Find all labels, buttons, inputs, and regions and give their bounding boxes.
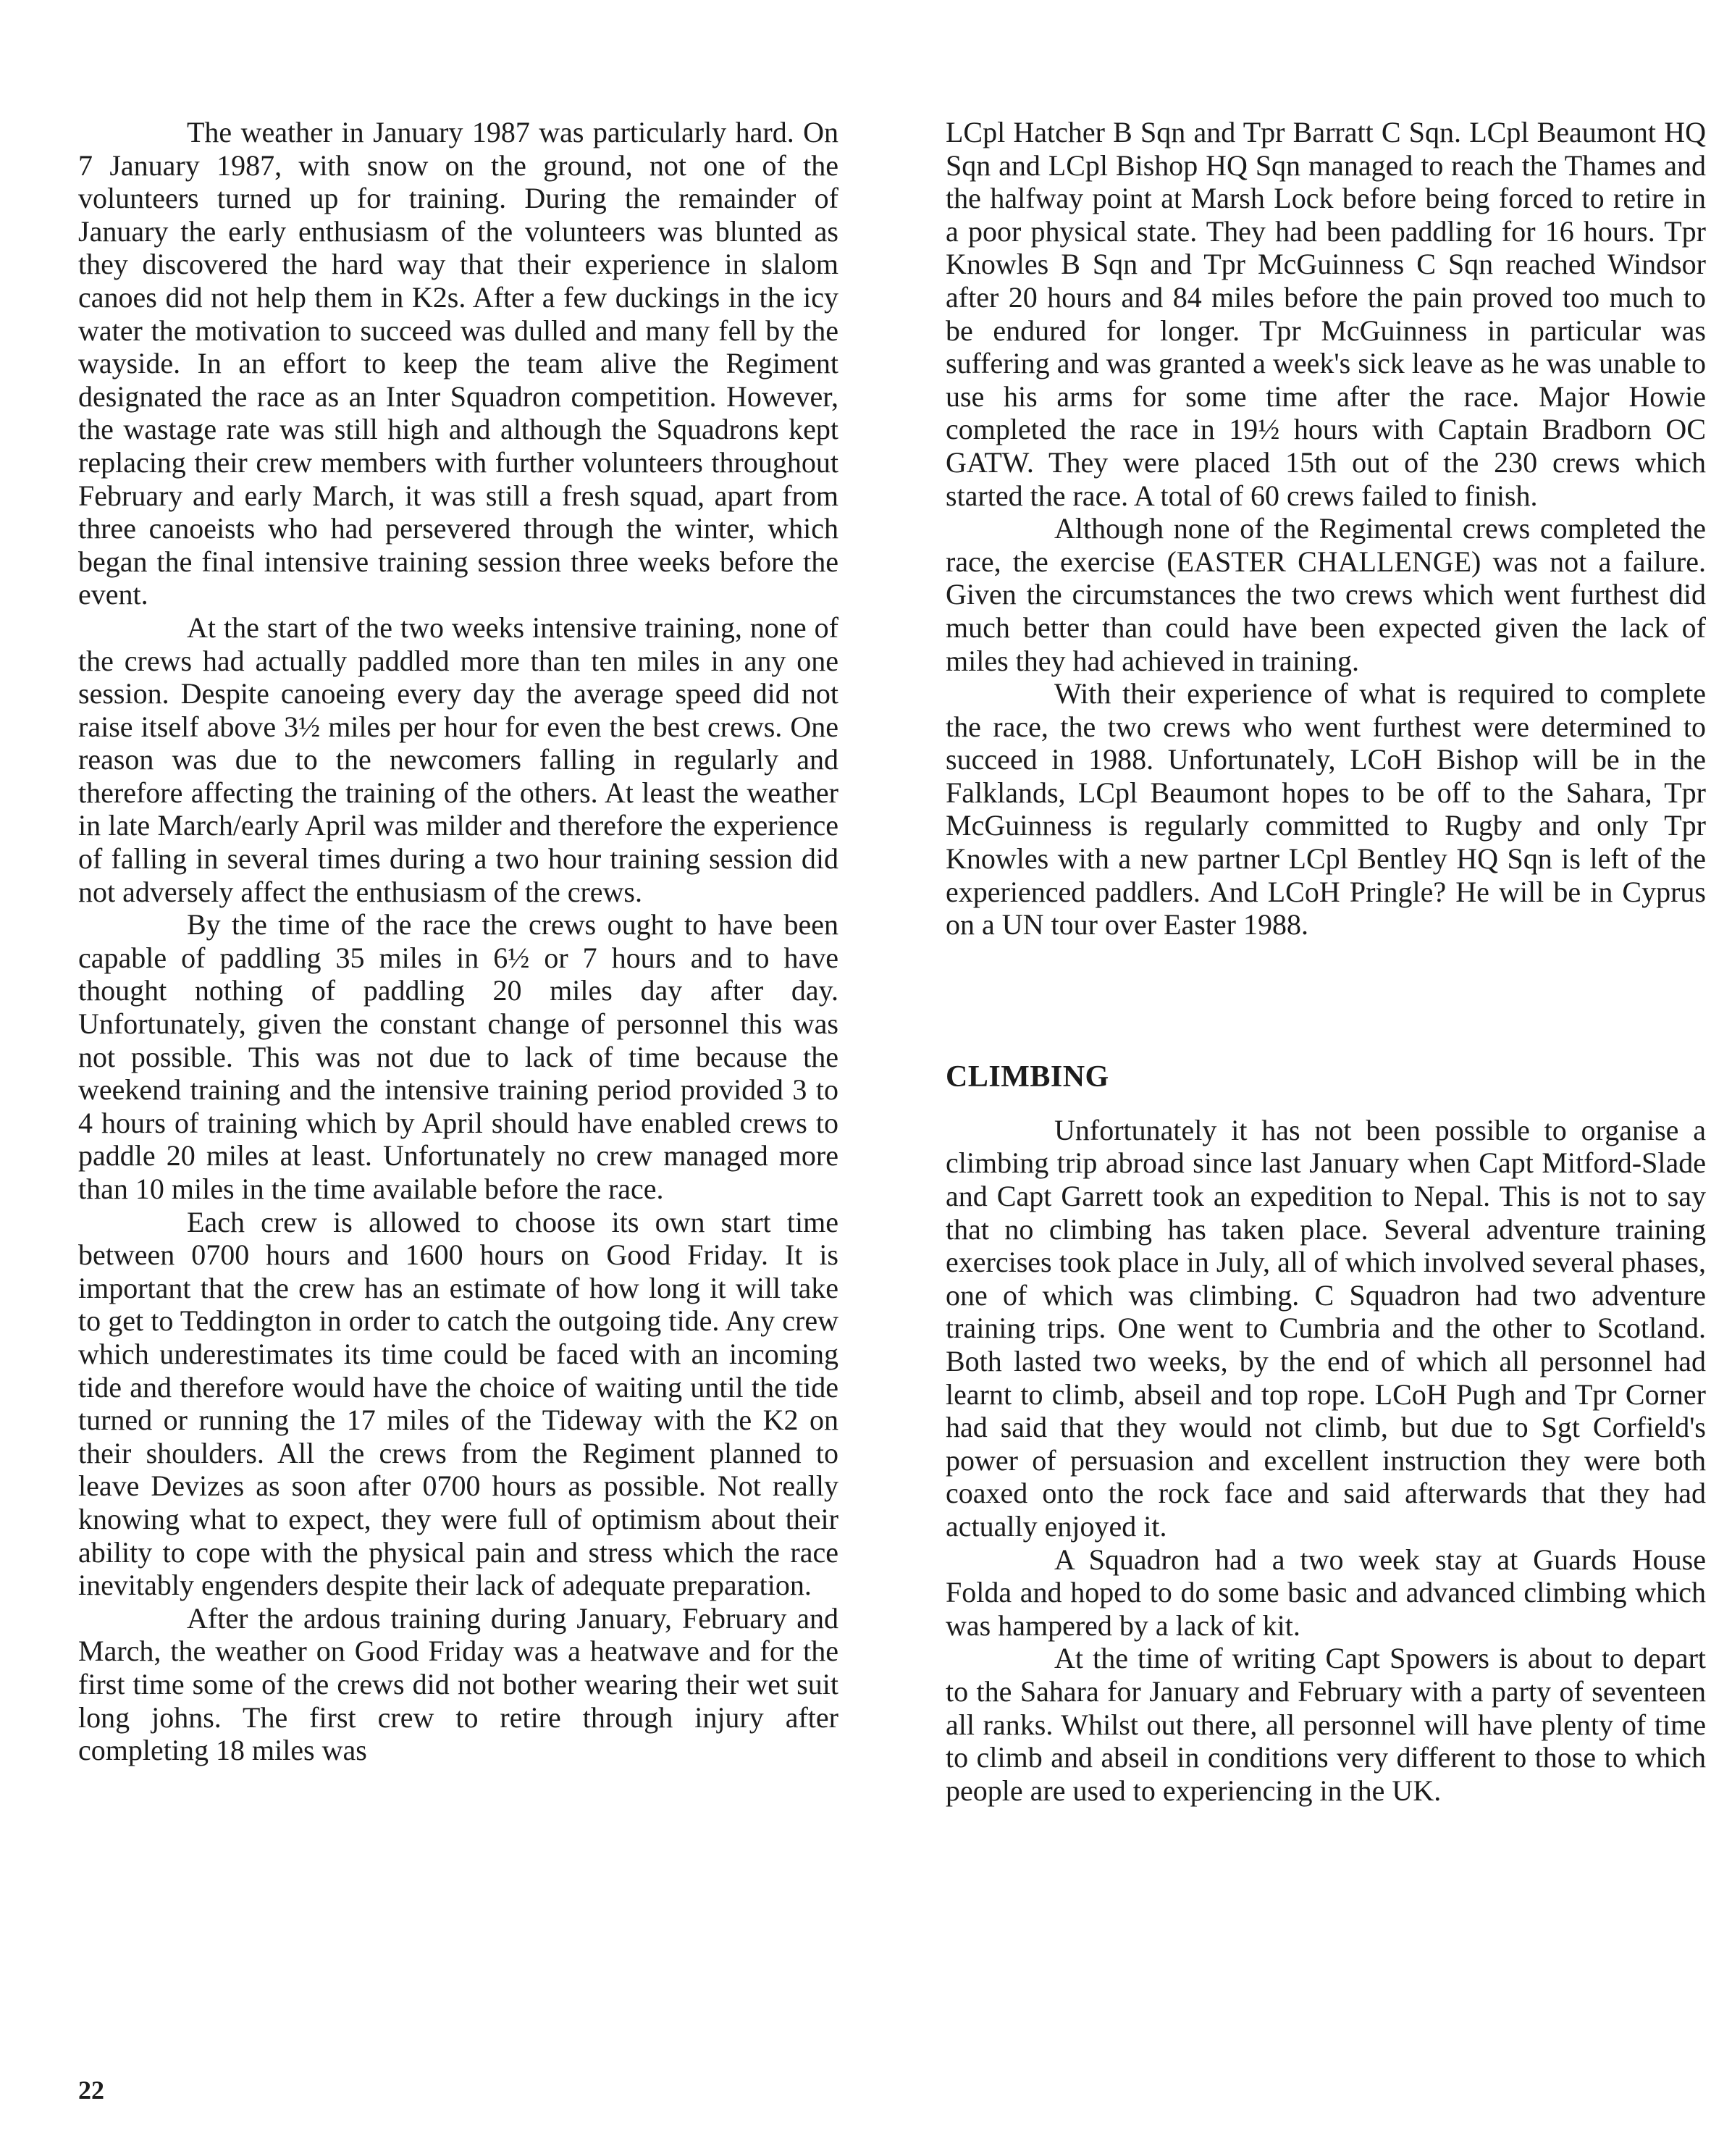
right-column [946,116,1706,1807]
body-paragraph: By the time of the race the crews ought to have been capable of paddling 35 miles in 6½ or 7 hours and to have thought nothing of paddling 20 miles day after day. Unfortunately, given the constant change of personnel this was not possible. This was not due to lack of time because the weekend training and the intensive training period provided 3 to 4 hours of training which by April should have enabled crews to paddle 20 miles at least. Unfortunately no crew managed more than 10 miles in the time available before the race. [78,908,838,1205]
body-paragraph: A Squadron had a two week stay at Guards House Folda and hoped to do some basic and advanced climbing which was hampered by a lack of kit. [946,1543,1706,1642]
body-paragraph: With their experience of what is required to complete the race, the two crews who went furthest were determined to succeed in 1988. Unfortunately, LCoH Bishop will be in the Falklands, LCpl Beaumont hopes to be off to the Sahara, Tpr McGuinness is regularly committed to Rugby and only Tpr Knowles with a new partner LCpl Bentley HQ Sqn is left of the experienced paddlers. And LCoH Pringle? He will be in Cyprus on a UN tour over Easter 1988. [946,677,1706,941]
body-paragraph-continued: LCpl Hatcher B Sqn and Tpr Barratt C Sqn. LCpl Beaumont HQ Sqn and LCpl Bishop HQ Sqn managed to reach the Thames and the halfway point at Marsh Lock before being forced to retire in a poor physical state. They had been paddling for 16 hours. Tpr Knowles B Sqn and Tpr McGuinness C Sqn reached Windsor after 20 hours and 84 miles before the pain proved too much to be endured for longer. Tpr McGuinness in particular was suffering and was granted a week's sick leave as he was unable to use his arms for some time after the race. Major Howie completed the race in 19½ hours with Captain Bradborn OC GATW. They were placed 15th out of the 230 crews which started the race. A total of 60 crews failed to finish. [946,116,1706,512]
body-paragraph: After the ardous training during January, February and March, the weather on Good Friday was a heatwave and for the first time some of the crews did not bother wearing their wet suit long johns. The first crew to retire through injury after completing 18 miles was [78,1601,838,1767]
body-paragraph: At the start of the two weeks intensive training, none of the crews had actually paddled more than ten miles in any one session. Despite canoeing every day the average speed did not raise itself above 3½ miles per hour for even the best crews. One reason was due to the newcomers falling in regularly and therefore affecting the training of the others. At least the weather in late March/early April was milder and therefore the experience of falling in several times during a two hour training session did not adversely affect the enthusiasm of the crews. [78,611,838,908]
section-heading-climbing: CLIMBING [946,1060,1109,1094]
body-paragraph: Unfortunately it has not been possible to organise a climbing trip abroad since last January when Capt Mitford-Slade and Capt Garrett took an expedition to Nepal. This is not to say that no climbing has taken place. Several adventure training exercises took place in July, all of which involved several phases, one of which was climbing. C Squadron had two adventure training trips. One went to Cumbria and the other to Scotland. Both lasted two weeks, by the end of which all personnel had learnt to climb, abseil and top rope. LCoH Pugh and Tpr Corner had said that they would not climb, but due to Sgt Corfield's power of persuasion and excellent instruction they were both coaxed onto the rock face and said afterwards that they had actually enjoyed it. [946,1113,1706,1543]
body-paragraph: At the time of writing Capt Spowers is about to depart to the Sahara for January and February with a party of seventeen all ranks. Whilst out there, all personnel will have plenty of time to climb and abseil in conditions very different to those to which people are used to experiencing in the UK. [946,1642,1706,1807]
body-paragraph: The weather in January 1987 was particularly hard. On 7 January 1987, with snow on the ground, not one of the volunteers turned up for training. During the remainder of January the early enthusiasm of the volunteers was blunted as they discovered the hard way that their experience in slalom canoes did not help them in K2s. After a few duckings in the icy water the motivation to succeed was dulled and many fell by the wayside. In an effort to keep the team alive the Regiment designated the race as an Inter Squadron competition. However, the wastage rate was still high and although the Squadrons kept replacing their crew members with further volunteers throughout February and early March, it was still a fresh squad, apart from three canoeists who had persevered through the winter, which began the final intensive training session three weeks before the event. [78,116,838,611]
left-column [78,116,838,1767]
page-number: 22 [78,2076,104,2105]
body-paragraph: Although none of the Regimental crews completed the race, the exercise (EASTER CHALLENGE) was not a failure. Given the circumstances the two crews which went furthest did much better than could have been expected given the lack of miles they had achieved in training. [946,512,1706,677]
body-paragraph: Each crew is allowed to choose its own start time between 0700 hours and 1600 hours on Good Friday. It is important that the crew has an estimate of how long it will take to get to Teddington in order to catch the outgoing tide. Any crew which underestimates its time could be faced with an incoming tide and therefore would have the choice of waiting until the tide turned or running the 17 miles of the Tideway with the K2 on their shoulders. All the crews from the Regiment planned to leave Devizes as soon after 0700 hours as possible. Not really knowing what to expect, they were full of optimism about their ability to cope with the physical pain and stress which the race inevitably engenders despite their lack of adequate preparation. [78,1205,838,1602]
